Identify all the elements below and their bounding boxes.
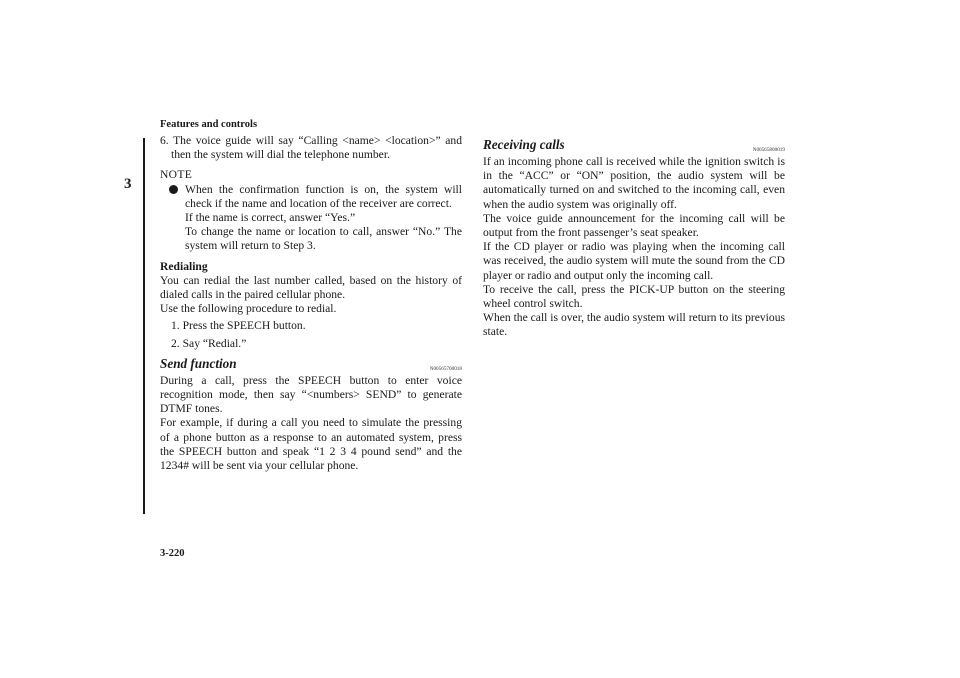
- reference-code: N00565800019: [752, 147, 785, 153]
- note-label: NOTE: [160, 168, 193, 182]
- redialing-heading: Redialing: [160, 259, 208, 273]
- receiving-paragraph: To receive the call, press the PICK-UP button on the steering wheel control switch.: [483, 282, 785, 311]
- bullet-icon: [169, 185, 178, 194]
- note-paragraph: When the confirmation function is on, the system will check if the name and location of the receiver are correct.: [185, 182, 462, 210]
- redial-step: 1. Press the SPEECH button.: [171, 319, 306, 333]
- send-paragraph: For example, if during a call you need to simulate the pressing of a phone button as a response to an automated system, press the SPEECH button and speak “1 2 3 4 pound send” and the 1234# will be sent via your cellular phone.: [160, 416, 462, 473]
- receiving-paragraph: If the CD player or radio was playing when the incoming call was received, the audio system will mute the sound from the CD player or radio and output only the incoming call.: [483, 240, 785, 282]
- redialing-paragraph: Use the following procedure to redial.: [160, 302, 337, 316]
- page-number: 3-220: [160, 548, 185, 559]
- note-paragraph: If the name is correct, answer “Yes.”: [185, 211, 356, 225]
- receiving-paragraph: When the call is over, the audio system will return to its previous state.: [483, 311, 785, 339]
- step-6: 6. The voice guide will say “Calling <name> <location>” and then the system will dial the telephone number.: [160, 134, 462, 162]
- note-paragraph: To change the name or location to call, answer “No.” The system will return to Step 3.: [185, 225, 462, 253]
- left-column: [160, 134, 462, 473]
- receiving-paragraph: The voice guide announcement for the incoming call will be output from the front passenger’s seat speaker.: [483, 211, 785, 240]
- chapter-tab: 3: [124, 176, 132, 192]
- send-paragraph: During a call, press the SPEECH button to enter voice recognition mode, then say “<numbers> SEND” to generate DTMF tones.: [160, 373, 462, 416]
- right-column: [483, 138, 785, 340]
- chapter-divider-rule: [143, 138, 145, 514]
- redial-step: 2. Say “Redial.”: [171, 336, 247, 350]
- receiving-calls-header: [483, 138, 785, 155]
- redialing-paragraph: You can redial the last number called, based on the history of dialed calls in the paired cellular phone.: [160, 273, 462, 302]
- send-function-header: [160, 357, 462, 374]
- section-header: Features and controls: [160, 119, 258, 130]
- note-block: [160, 183, 462, 254]
- receiving-paragraph: If an incoming phone call is received while the ignition switch is in the “ACC” or “ON” position, the audio system will be automatically turned on and switched to the incoming call, even when the audio system was originally off.: [483, 155, 785, 211]
- section-title: Receiving calls: [483, 137, 565, 152]
- reference-code: N00565700018: [429, 365, 462, 372]
- section-title: Send function: [160, 355, 237, 371]
